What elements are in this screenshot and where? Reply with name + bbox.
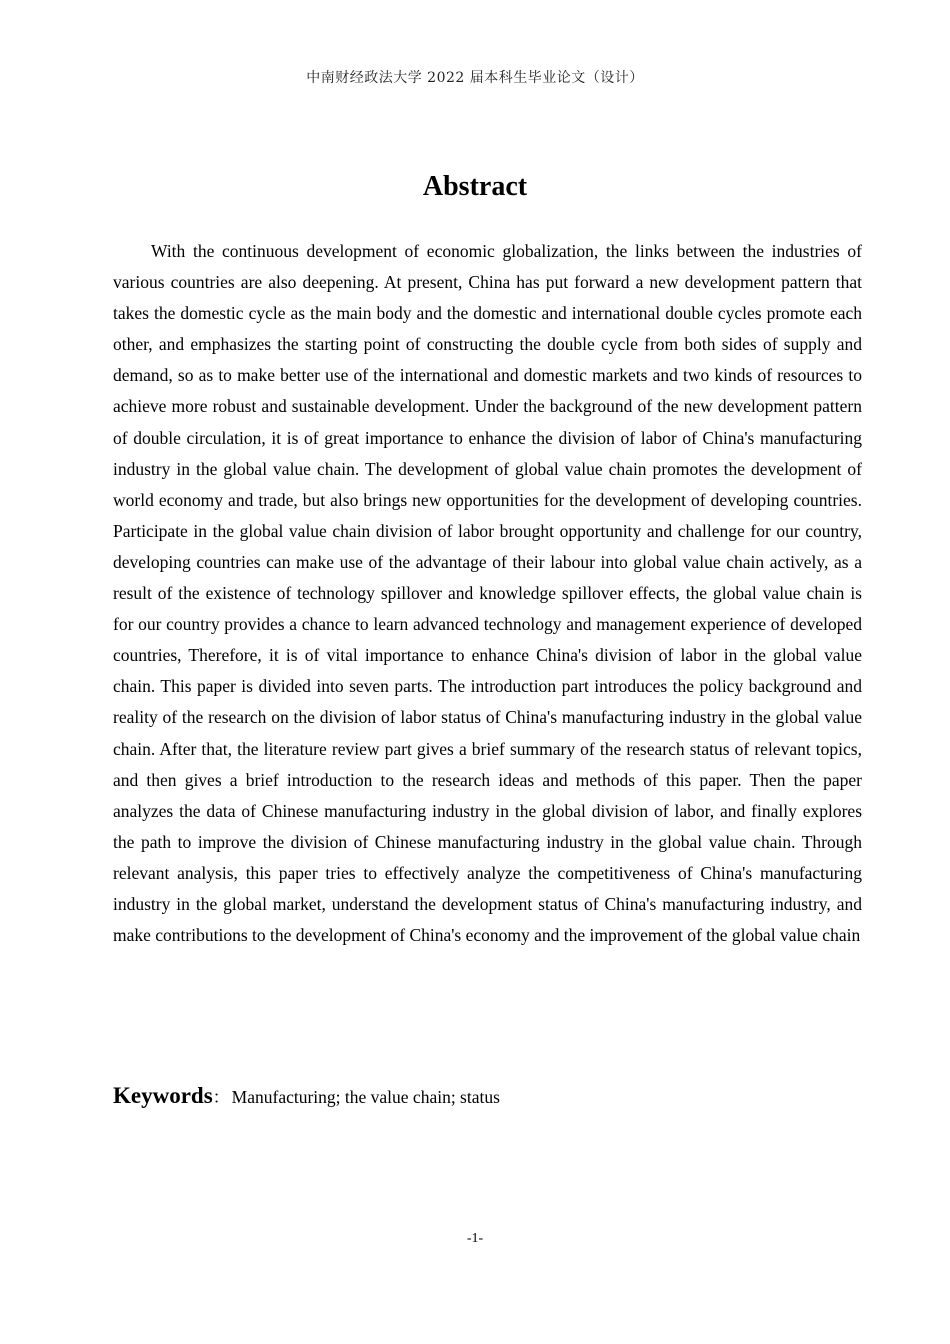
keywords-text: Manufacturing; the value chain; status [231, 1087, 500, 1107]
abstract-body: With the continuous development of economic globalization, the links between the industries of various countries are also deepening. At present, China has put forward a new development pattern that takes the domestic cycle as the main body and the domestic and international double cycles promote each other, and emphasizes the starting point of constructing the double cycle from both sides of supply and demand, so as to make better use of the international and domestic markets and two kinds of resources to achieve more robust and sustainable development. Under the background of the new development pattern of double circulation, it is of great importance to enhance the division of labor of China's manufacturing industry in the global value chain. The development of global value chain promotes the development of world economy and trade, but also brings new opportunities for the development of developing countries. Participate in the global value chain division of labor brought opportunity and challenge for our country, developing countries can make use of the advantage of their labour into global value chain actively, as a result of the existence of technology spillover and knowledge spillover effects, the global value chain is for our country provides a chance to learn advanced technology and management experience of developed countries, Therefore, it is of vital importance to enhance China's division of labor in the global value chain. This paper is divided into seven parts. The introduction part introduces the policy background and reality of the research on the division of labor status of China's manufacturing industry in the global value chain. After that, the literature review part gives a brief summary of the research status of relevant topics, and then gives a brief introduction to the research ideas and methods of this paper. Then the paper analyzes the data of Chinese manufacturing industry in the global division of labor, and finally explores the path to improve the division of Chinese manufacturing industry in the global value chain. Through relevant analysis, this paper tries to effectively analyze the competitiveness of China's manufacturing industry in the global market, understand the development status of China's manufacturing industry, and make contributions to the development of China's economy and the improvement of the global value chain [113, 241, 862, 946]
page-header: 中南财经政法大学 2022 届本科生毕业论文（设计） [306, 70, 644, 86]
keywords-label: Keywords [113, 1083, 213, 1108]
keywords-separator: ： [212, 1088, 230, 1108]
keywords-line [113, 1076, 862, 1118]
page-number: -1- [466, 1231, 484, 1246]
abstract-title: Abstract [422, 171, 528, 202]
